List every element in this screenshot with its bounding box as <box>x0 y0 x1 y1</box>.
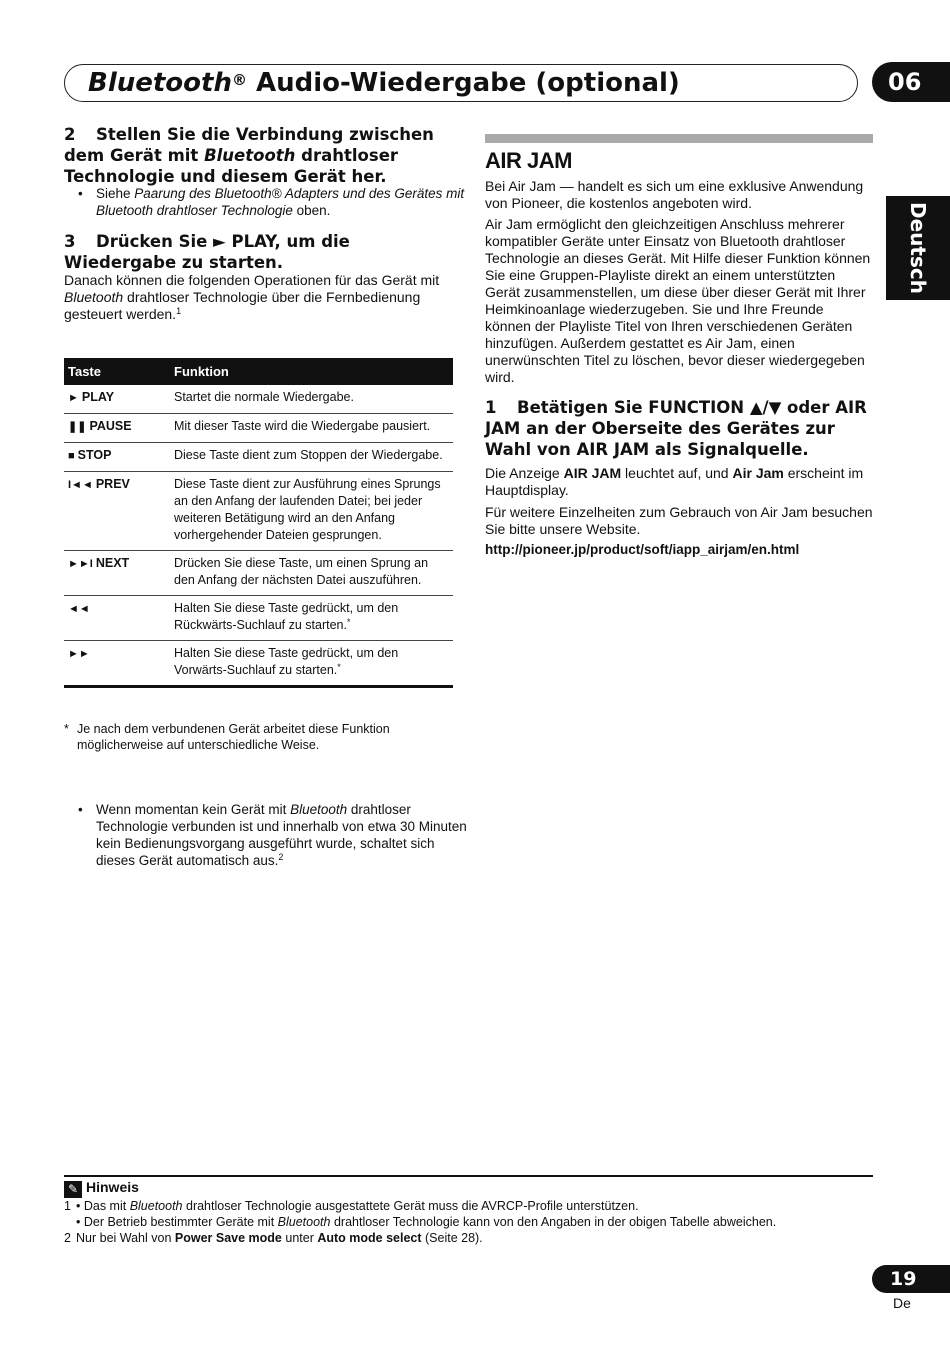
function-description: Halten Sie diese Taste gedrückt, um den Vorwärts-Suchlauf zu starten. <box>174 646 399 677</box>
button-symbol-icon: ❚❚ <box>68 421 87 433</box>
footnote-marker: * <box>347 617 351 627</box>
airjam-website-info: Für weitere Einzelheiten zum Gebrauch von Air Jam besuchen Sie bitte unsere Website. <box>485 504 873 537</box>
airjam-intro: Bei Air Jam — handelt es sich um eine exklusive Anwendung von Pioneer, die kostenlos angeboten wird. <box>485 178 864 211</box>
table-header-row <box>64 358 453 385</box>
table-row <box>64 443 453 472</box>
table-row <box>64 414 453 443</box>
key-label: PLAY <box>81 390 115 404</box>
table-cell-function <box>170 472 453 551</box>
function-description: Diese Taste dient zum Stoppen der Wiedergabe. <box>174 448 443 462</box>
table-cell-key <box>64 472 170 551</box>
function-description: Startet die normale Wiedergabe. <box>174 390 354 404</box>
remote-functions-table <box>64 358 453 688</box>
page-title: Bluetooth® Audio-Wiedergabe (optional) <box>88 68 680 98</box>
column-header-function: Funktion <box>170 358 453 385</box>
button-symbol-icon: ►► <box>68 648 90 660</box>
key-label: PREV <box>95 477 130 491</box>
step-3-body: Danach können die folgenden Operationen für das Gerät mit Bluetooth drahtloser Technologie über die Fernbedienung gesteuert werden.$^1$ <box>64 272 440 322</box>
note-title: Hinweis <box>86 1179 139 1195</box>
key-label: NEXT <box>95 556 130 570</box>
pencil-note-icon: ✎ <box>64 1181 82 1198</box>
note-line-1: 1 • Das mit Bluetooth drahtloser Technologie ausgestattete Gerät muss die AVRCP-Profile unterstützen. <box>64 1199 639 1213</box>
step-3-heading: 3 Drücken Sie ► PLAY, um die Wiedergabe zu starten. <box>64 232 350 272</box>
table-cell-function <box>170 414 453 443</box>
column-header-key: Taste <box>64 358 170 385</box>
table-row <box>64 596 453 641</box>
page-number: 19 <box>872 1265 950 1293</box>
section-bar <box>485 134 873 143</box>
table-cell-key <box>64 596 170 641</box>
footnote-marker: * <box>337 662 341 672</box>
airjam-description: Air Jam ermöglicht den gleichzeitigen Anschluss mehrerer kompatibler Geräte unter Einsatz von Bluetooth drahtloser Technologie an dieses Gerät. Mit Hilfe dieser Funktion können Sie eine Gruppen-Playliste direkt an einem unterstützten Gerät zusammenstellen, um diese über dieser Gerät mit Ihrer Heimkinoanlage wiederzugeben. Sie und Ihre Freunde können der Playliste Titel von Ihren verschiedenen Geräten hinzufügen. Außerdem gestattet es Air Jam, einen unerwünschten Titel zu löschen, bevor dieser wiedergegeben wird. <box>485 216 871 385</box>
note-line-2: • Der Betrieb bestimmter Geräte mit Bluetooth drahtloser Technologie kann von den Angaben in der obigen Tabelle abweichen. <box>76 1215 777 1229</box>
table-cell-key <box>64 414 170 443</box>
button-symbol-icon: ◄◄ <box>68 603 90 615</box>
table-cell-key <box>64 641 170 687</box>
section-heading-airjam: AIR JAM <box>485 148 572 173</box>
function-description: Mit dieser Taste wird die Wiedergabe pausiert. <box>174 419 431 433</box>
language-tab: Deutsch <box>886 196 950 300</box>
airjam-url-link[interactable]: http://pioneer.jp/product/soft/iapp_airjam/en.html <box>485 542 800 557</box>
table-footnote: * Je nach dem verbundenen Gerät arbeitet diese Funktion möglicherweise auf unterschiedliche Weise. <box>64 722 390 752</box>
button-symbol-icon: ■ <box>68 450 75 462</box>
function-description: Diese Taste dient zur Ausführung eines Sprungs an den Anfang der laufenden Datei; bei jeder weiteren Betätigung wird an den Anfang vorhergehender Dateien gesprungen. <box>174 477 441 542</box>
note-line-3: 2 Nur bei Wahl von Power Save mode unter Auto mode select (Seite 28). <box>64 1231 483 1245</box>
table-cell-function <box>170 443 453 472</box>
note-divider <box>64 1175 873 1177</box>
button-symbol-icon: I◄◄ <box>68 479 93 491</box>
table-row <box>64 641 453 687</box>
airjam-display-info: Die Anzeige AIR JAM leuchtet auf, und Air Jam erscheint im Hauptdisplay. <box>485 465 864 498</box>
button-symbol-icon: ► <box>68 392 79 404</box>
table-cell-key <box>64 385 170 414</box>
table-cell-function <box>170 641 453 687</box>
page-language: De <box>893 1295 911 1311</box>
key-label: PAUSE <box>89 419 132 433</box>
table-cell-function <box>170 551 453 596</box>
table-cell-key <box>64 551 170 596</box>
table-cell-function <box>170 385 453 414</box>
airjam-step-1-heading: 1 Betätigen Sie FUNCTION ▲/▼ oder AIR JAM an der Oberseite des Gerätes zur Wahl von AIR JAM als Signalquelle. <box>485 398 867 459</box>
auto-off-bullet: • Wenn momentan kein Gerät mit Bluetooth drahtloser Technologie verbunden ist und innerhalb von etwa 30 Minuten kein Bedienungsvorgang ausgeführt wurde, schaltet sich dieses Gerät automatisch aus.$^2$ <box>64 801 476 869</box>
table-row <box>64 551 453 596</box>
step-2-bullet: • Siehe Paarung des Bluetooth® Adapters und des Gerätes mit Bluetooth drahtloser Technologie oben. <box>64 185 488 219</box>
table-cell-key <box>64 443 170 472</box>
table-cell-function <box>170 596 453 641</box>
key-label: STOP <box>77 448 112 462</box>
function-description: Halten Sie diese Taste gedrückt, um den Rückwärts-Suchlauf zu starten. <box>174 601 399 632</box>
function-description: Drücken Sie diese Taste, um einen Sprung an den Anfang der nächsten Datei auszuführen. <box>174 556 429 587</box>
table-row <box>64 385 453 414</box>
step-2-heading: 2 Stellen Sie die Verbindung zwischen dem Gerät mit Bluetooth drahtloser Technologie und diesem Gerät her. <box>64 125 434 186</box>
table-row <box>64 472 453 551</box>
chapter-number: 06 <box>872 62 950 102</box>
button-symbol-icon: ►►I <box>68 558 93 570</box>
